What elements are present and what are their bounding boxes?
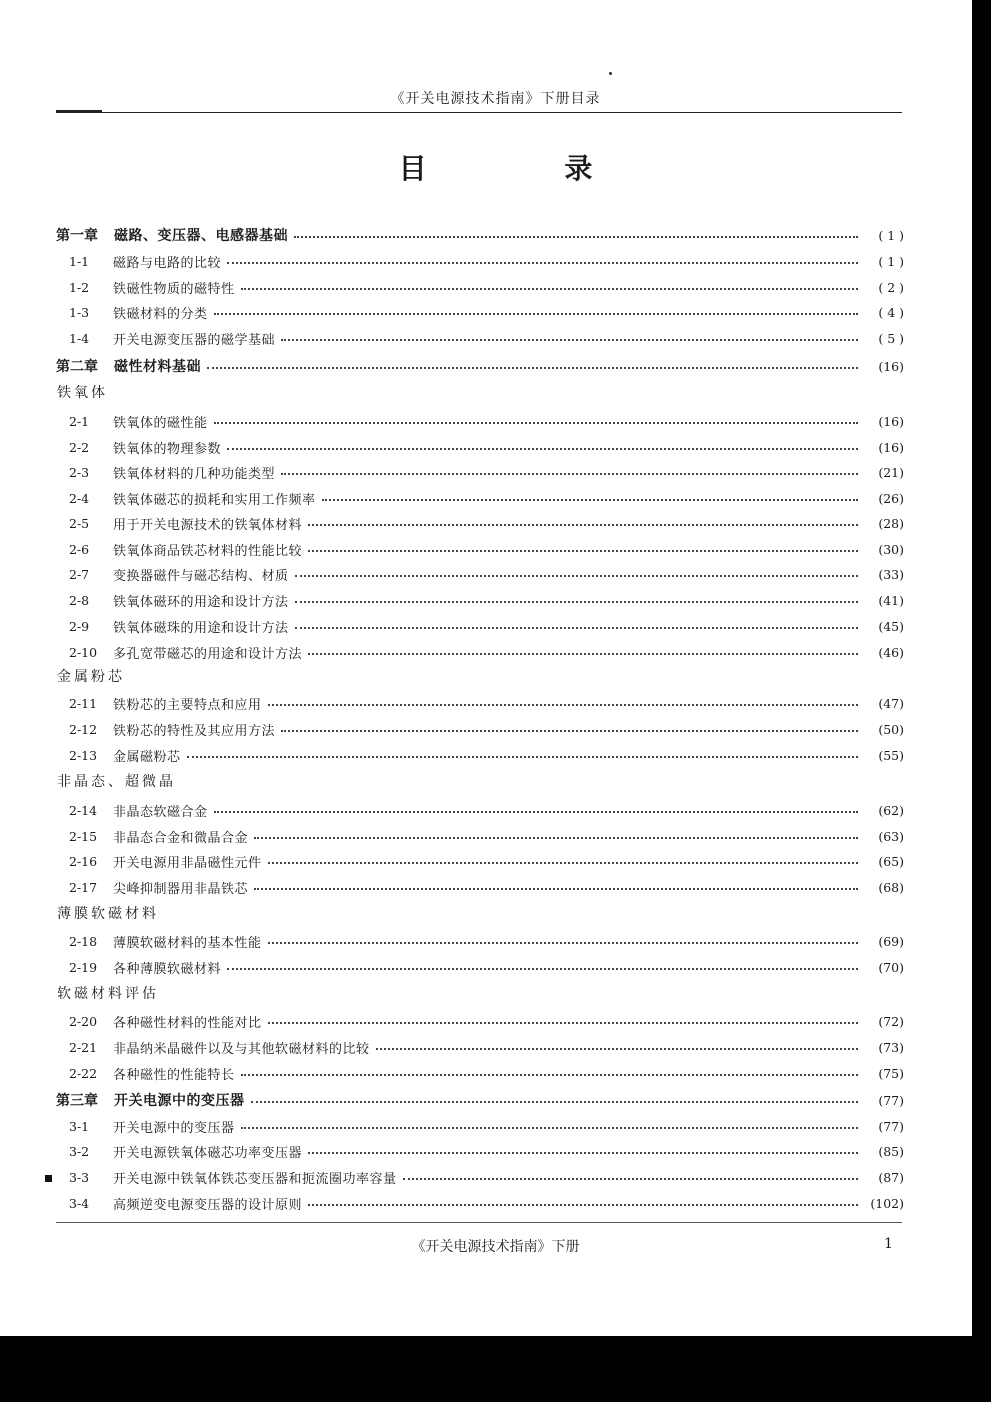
- toc-section-entry[interactable]: [69, 641, 904, 663]
- toc-entry-number: 2-17: [69, 879, 98, 895]
- toc-leader-dots: [281, 730, 858, 732]
- toc-entry-title: 尖峰抑制器用非晶铁芯: [113, 881, 249, 897]
- toc-entry-number: 1-2: [69, 279, 90, 295]
- toc-leader-dots: [254, 888, 858, 890]
- toc-group-heading: 薄膜软磁材料: [57, 906, 159, 922]
- toc-entry-page: (28): [878, 515, 904, 531]
- toc-entry-number: 2-13: [69, 747, 98, 763]
- toc-entry-title: 开关电源中的变压器: [113, 1120, 235, 1136]
- toc-section-entry[interactable]: [69, 327, 904, 349]
- toc-entry-title: 薄膜软磁材料的基本性能: [113, 935, 262, 951]
- toc-entry-number: 1-4: [69, 330, 90, 346]
- toc-leader-dots: [227, 262, 858, 264]
- toc-leader-dots: [308, 1204, 858, 1206]
- toc-entry-number: 2-11: [69, 695, 98, 711]
- scan-speck: [609, 72, 612, 75]
- running-footer: 《开关电源技术指南》下册: [411, 1239, 580, 1255]
- toc-entry-page: (65): [878, 853, 904, 869]
- toc-entry-title: 开关电源铁氧体磁芯功率变压器: [113, 1145, 303, 1161]
- toc-entry-title: 铁粉芯的主要特点和应用: [113, 697, 262, 713]
- toc-entry-number: 3-4: [69, 1195, 90, 1211]
- toc-leader-dots: [376, 1048, 858, 1050]
- toc-section-entry[interactable]: [69, 1010, 904, 1032]
- toc-group-heading: 非晶态、超微晶: [57, 774, 176, 790]
- toc-entry-page: (102): [870, 1195, 904, 1211]
- toc-section-entry[interactable]: [69, 692, 904, 714]
- toc-section-entry[interactable]: [69, 744, 904, 766]
- toc-entry-number: 2-19: [69, 959, 98, 975]
- toc-section-entry[interactable]: [69, 615, 904, 637]
- toc-entry-number: 2-18: [69, 933, 98, 949]
- toc-entry-number: 2-15: [69, 828, 98, 844]
- toc-leader-dots: [322, 499, 858, 501]
- toc-entry-number: 2-6: [69, 541, 90, 557]
- toc-entry-page: (72): [878, 1013, 904, 1029]
- toc-entry-title: 非晶态软磁合金: [113, 804, 208, 820]
- footer-rule: [56, 1222, 902, 1223]
- toc-leader-dots: [214, 313, 858, 315]
- toc-entry-number: 2-21: [69, 1039, 98, 1055]
- toc-leader-dots: [308, 524, 858, 526]
- toc-leader-dots: [254, 837, 858, 839]
- page-title: 目 录: [398, 152, 657, 185]
- toc-entry-page: ( 1 ): [878, 227, 904, 243]
- toc-group-heading: 金属粉芯: [57, 669, 125, 685]
- toc-entry-title: 各种薄膜软磁材料: [113, 961, 222, 977]
- toc-leader-dots: [268, 704, 858, 706]
- toc-leader-dots: [268, 862, 858, 864]
- toc-entry-page: ( 4 ): [878, 304, 904, 320]
- toc-chapter-entry[interactable]: [56, 1089, 904, 1111]
- toc-entry-page: (73): [878, 1039, 904, 1055]
- header-rule: [56, 112, 902, 113]
- toc-entry-page: (70): [878, 959, 904, 975]
- toc-entry-page: ( 2 ): [878, 279, 904, 295]
- toc-leader-dots: [214, 422, 858, 424]
- toc-entry-title: 铁氧体磁芯的损耗和实用工作频率: [113, 492, 316, 508]
- toc-entry-number: 2-10: [69, 644, 98, 660]
- toc-leader-dots: [241, 1127, 858, 1129]
- toc-section-entry[interactable]: [69, 410, 904, 432]
- toc-entry-number: 2-7: [69, 566, 90, 582]
- toc-entry-title: 用于开关电源技术的铁氧体材料: [113, 517, 303, 533]
- toc-entry-number: 2-4: [69, 490, 90, 506]
- toc-leader-dots: [308, 550, 858, 552]
- scan-border-right: [972, 0, 991, 1402]
- toc-leader-dots: [251, 1101, 859, 1103]
- toc-entry-page: (85): [878, 1143, 904, 1159]
- toc-leader-dots: [241, 1074, 858, 1076]
- toc-entry-number: 2-12: [69, 721, 98, 737]
- toc-entry-page: (75): [878, 1065, 904, 1081]
- toc-entry-title: 开关电源用非晶磁性元件: [113, 855, 262, 871]
- toc-entry-title: 各种磁性材料的性能对比: [113, 1015, 262, 1031]
- toc-entry-page: (41): [878, 592, 904, 608]
- toc-section-entry[interactable]: [69, 956, 904, 978]
- toc-group-heading: 铁氧体: [57, 385, 108, 401]
- toc-entry-title: 磁路与电路的比较: [113, 255, 222, 271]
- toc-section-entry[interactable]: [69, 250, 904, 272]
- toc-entry-number: 1-1: [69, 253, 90, 269]
- toc-leader-dots: [214, 811, 858, 813]
- toc-entry-title: 多孔宽带磁芯的用途和设计方法: [113, 646, 303, 662]
- toc-leader-dots: [268, 942, 858, 944]
- toc-entry-number: 2-2: [69, 439, 90, 455]
- toc-entry-title: 非晶纳米晶磁件以及与其他软磁材料的比较: [113, 1041, 370, 1057]
- margin-bullet-mark: [45, 1175, 52, 1182]
- toc-entry-number: 2-3: [69, 464, 90, 480]
- toc-entry-page: (33): [878, 566, 904, 582]
- toc-chapter-entry[interactable]: [56, 224, 904, 246]
- toc-leader-dots: [227, 968, 858, 970]
- toc-leader-dots: [403, 1178, 858, 1180]
- toc-leader-dots: [281, 473, 858, 475]
- toc-entry-title: 高频逆变电源变压器的设计原则: [113, 1197, 303, 1213]
- toc-entry-page: (21): [878, 464, 904, 480]
- toc-leader-dots: [295, 627, 858, 629]
- toc-entry-page: ( 5 ): [878, 330, 904, 346]
- toc-entry-title: 铁粉芯的特性及其应用方法: [113, 723, 276, 739]
- toc-entry-page: (16): [878, 358, 904, 374]
- toc-entry-title: 铁磁性物质的磁特性: [113, 281, 235, 297]
- toc-entry-title: 铁磁材料的分类: [113, 306, 208, 322]
- toc-entry-page: (77): [878, 1118, 904, 1134]
- toc-entry-page: (26): [878, 490, 904, 506]
- toc-entry-number: 3-2: [69, 1143, 90, 1159]
- toc-leader-dots: [268, 1022, 858, 1024]
- toc-entry-title: 磁性材料基础: [114, 359, 201, 375]
- toc-section-entry[interactable]: [69, 1192, 904, 1214]
- toc-entry-page: (62): [878, 802, 904, 818]
- toc-section-entry[interactable]: [69, 461, 904, 483]
- toc-leader-dots: [295, 601, 858, 603]
- toc-entry-title: 开关电源变压器的磁学基础: [113, 332, 276, 348]
- toc-entry-title: 铁氧体磁珠的用途和设计方法: [113, 620, 289, 636]
- toc-entry-title: 铁氧体磁环的用途和设计方法: [113, 594, 289, 610]
- toc-entry-page: (16): [878, 439, 904, 455]
- toc-entry-page: (69): [878, 933, 904, 949]
- toc-entry-page: (77): [878, 1092, 904, 1108]
- scan-border-bottom: [0, 1336, 991, 1402]
- toc-entry-title: 各种磁性的性能特长: [113, 1067, 235, 1083]
- toc-section-entry[interactable]: [69, 301, 904, 323]
- toc-entry-number: 3-3: [69, 1169, 90, 1185]
- toc-entry-title: 铁氧体商品铁芯材料的性能比较: [113, 543, 303, 559]
- toc-section-entry[interactable]: [69, 1115, 904, 1137]
- toc-entry-title: 开关电源中的变压器: [114, 1093, 245, 1109]
- toc-section-entry[interactable]: [69, 1062, 904, 1084]
- toc-entry-page: (68): [878, 879, 904, 895]
- toc-entry-page: (45): [878, 618, 904, 634]
- toc-leader-dots: [281, 339, 858, 341]
- toc-leader-dots: [294, 236, 858, 238]
- page-number: 1: [884, 1236, 893, 1252]
- toc-entry-page: (47): [878, 695, 904, 711]
- toc-group-heading: 软磁材料评估: [57, 986, 159, 1002]
- toc-section-entry[interactable]: [69, 436, 904, 458]
- toc-leader-dots: [241, 288, 858, 290]
- toc-entry-number: 2-20: [69, 1013, 98, 1029]
- toc-section-entry[interactable]: [69, 563, 904, 585]
- toc-entry-title: 非晶态合金和微晶合金: [113, 830, 249, 846]
- toc-section-entry[interactable]: [69, 538, 904, 560]
- toc-entry-page: ( 1 ): [878, 253, 904, 269]
- toc-leader-dots: [187, 756, 858, 758]
- toc-section-entry[interactable]: [69, 825, 904, 847]
- toc-section-entry[interactable]: [69, 1036, 904, 1058]
- toc-leader-dots: [207, 367, 858, 369]
- toc-entry-page: (87): [878, 1169, 904, 1185]
- toc-section-entry[interactable]: [69, 876, 904, 898]
- toc-entry-title: 铁氧体的物理参数: [113, 441, 222, 457]
- toc-entry-number: 2-1: [69, 413, 90, 429]
- toc-entry-number: 2-8: [69, 592, 90, 608]
- toc-entry-number: 2-16: [69, 853, 98, 869]
- toc-section-entry[interactable]: [69, 718, 904, 740]
- toc-leader-dots: [295, 575, 858, 577]
- toc-section-entry[interactable]: [69, 930, 904, 952]
- toc-entry-title: 变换器磁件与磁芯结构、材质: [113, 568, 289, 584]
- toc-section-entry[interactable]: [69, 1140, 904, 1162]
- running-header: 《开关电源技术指南》下册目录: [390, 91, 601, 107]
- toc-entry-title: 开关电源中铁氧体铁芯变压器和扼流圈功率容量: [113, 1171, 397, 1187]
- toc-leader-dots: [227, 448, 858, 450]
- toc-entry-page: (63): [878, 828, 904, 844]
- toc-entry-title: 铁氧体材料的几种功能类型: [113, 466, 276, 482]
- toc-entry-number: 第一章: [56, 228, 98, 244]
- toc-section-entry[interactable]: [69, 850, 904, 872]
- toc-entry-number: 2-5: [69, 515, 90, 531]
- toc-entry-title: 磁路、变压器、电感器基础: [114, 228, 288, 244]
- toc-entry-page: (46): [878, 644, 904, 660]
- toc-entry-page: (30): [878, 541, 904, 557]
- toc-entry-page: (50): [878, 721, 904, 737]
- toc-leader-dots: [308, 653, 858, 655]
- toc-entry-number: 第二章: [56, 359, 98, 375]
- toc-entry-title: 铁氧体的磁性能: [113, 415, 208, 431]
- toc-entry-number: 第三章: [56, 1093, 98, 1109]
- toc-entry-title: 金属磁粉芯: [113, 749, 181, 765]
- toc-section-entry[interactable]: [69, 799, 904, 821]
- toc-entry-page: (55): [878, 747, 904, 763]
- toc-section-entry[interactable]: [69, 589, 904, 611]
- toc-entry-number: 1-3: [69, 304, 90, 320]
- toc-section-entry[interactable]: [69, 512, 904, 534]
- toc-entry-number: 2-9: [69, 618, 90, 634]
- toc-entry-number: 2-22: [69, 1065, 98, 1081]
- toc-leader-dots: [308, 1152, 858, 1154]
- toc-entry-page: (16): [878, 413, 904, 429]
- toc-section-entry[interactable]: [69, 487, 904, 509]
- toc-section-entry[interactable]: [69, 276, 904, 298]
- toc-chapter-entry[interactable]: [56, 355, 904, 377]
- toc-entry-number: 2-14: [69, 802, 98, 818]
- toc-section-entry[interactable]: [69, 1166, 904, 1188]
- toc-entry-number: 3-1: [69, 1118, 90, 1134]
